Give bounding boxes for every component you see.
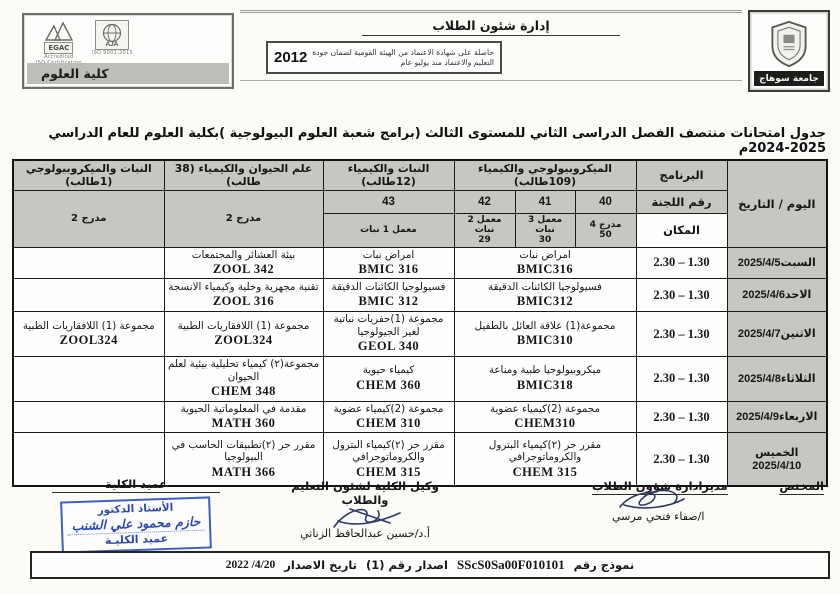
- course-name: كيمياء حيوية: [362, 364, 415, 377]
- egac-mountains-icon: [42, 20, 76, 42]
- exam-cell-zoology_chem: [164, 247, 323, 279]
- course-code: ZOOL 316: [212, 294, 275, 309]
- exam-cell-botany_chem: [323, 356, 454, 401]
- committee-number: 41: [515, 190, 575, 213]
- day-date-cell: [727, 279, 827, 312]
- exam-cell-botany_micro: [13, 312, 164, 356]
- dean-stamp-line3: عميد الكليـة: [67, 530, 205, 549]
- footer-student-affairs: [586, 479, 828, 539]
- program-header-zoology_chem: علم الحيوان والكيمياء (38 طالب): [164, 160, 323, 190]
- course-name: مجموعة (2)كيمياء عضوية: [333, 402, 444, 415]
- exam-cell-micro: [454, 312, 636, 356]
- day-name: الاثنين: [780, 326, 816, 340]
- exam-cell-botany_micro: [13, 401, 164, 433]
- course-name: مجموعة (1) اللافقاريات الطبية: [22, 319, 155, 332]
- committee-location: [323, 213, 454, 247]
- col-header-program: البرنامج: [636, 160, 727, 190]
- form-date: 2022 /4/20: [225, 559, 276, 571]
- date-value: 2025/4/6: [742, 289, 786, 302]
- table-row: [13, 401, 827, 433]
- merged-location-botany_micro: مدرج 2: [13, 190, 164, 247]
- date-value: 2025/4/7: [737, 327, 781, 340]
- time-cell: [636, 312, 727, 356]
- course-code: CHEM310: [514, 416, 576, 431]
- time-value: 2.30 – 1.30: [653, 451, 710, 466]
- vice-dean-title: وكيل الكلية لشئون التعليم والطلاب: [291, 479, 439, 507]
- table-row: [13, 279, 827, 312]
- committee-location: [515, 213, 575, 247]
- time-value: 2.30 – 1.30: [653, 287, 710, 302]
- course-code: BMIC312: [516, 294, 574, 309]
- course-name: مجموعة (2)كيمياء عضوية: [489, 402, 601, 415]
- day-date-cell: [727, 247, 827, 279]
- form-label: نموذج رقم: [573, 558, 635, 572]
- day-date-cell: [727, 312, 827, 356]
- student-affairs-director-title: مديرادارة شؤون الطلاب: [592, 479, 728, 493]
- svg-text:AJA: AJA: [105, 41, 119, 48]
- university-emblem: [768, 16, 810, 71]
- table-row: [13, 247, 827, 279]
- course-code: ZOOL 342: [212, 262, 275, 277]
- dean-stamp-line1: الأستاذ الدكتور: [97, 501, 174, 517]
- student-affairs-director-name: ا/صفاء فتحي مرسي: [612, 510, 705, 523]
- exam-cell-micro: [454, 401, 636, 433]
- location-name: معمل 2 نبات: [467, 214, 502, 235]
- program-header-botany_chem: النبات والكيمياء (12طالب): [323, 160, 454, 190]
- course-code: BMIC310: [516, 333, 574, 348]
- course-name: ميكروبيولوجيا طبية ومناعة: [488, 364, 602, 377]
- specialist-label: المختص: [779, 479, 824, 493]
- exam-schedule-table: [12, 159, 828, 487]
- aja-logo: [92, 20, 133, 66]
- committee-number: 40: [575, 190, 636, 213]
- date-value: 2025/4/5: [737, 256, 781, 269]
- course-code: CHEM 310: [356, 416, 421, 431]
- course-name: مجموعة(٢) كيمياء تحليلية بيئية لعلم الحيوان: [168, 358, 319, 383]
- eagle-shield-icon: [768, 20, 810, 68]
- dean-title: عميد الكلية: [52, 477, 220, 493]
- form-number-box: [30, 551, 830, 579]
- course-name: مقرر حر (٢)تطبيقات الحاسب في البيولوجيا: [171, 438, 316, 464]
- time-cell: [636, 401, 727, 433]
- course-name: امراض نبات: [362, 248, 415, 261]
- course-code: BMIC316: [516, 262, 574, 277]
- egac-label: EGAC: [44, 42, 73, 54]
- course-code: MATH 366: [211, 464, 276, 479]
- faculty-name: كلية العلوم: [27, 63, 229, 84]
- location-header: المكان: [636, 213, 727, 247]
- course-name: فسيولوجيا الكائنات الدقيقة: [488, 280, 602, 293]
- accreditation-year: 2012: [274, 49, 308, 66]
- form-date-label: تاريخ الاصدار: [284, 558, 357, 572]
- location-capacity: 30: [538, 235, 552, 246]
- faculty-logo-panel: [22, 13, 234, 89]
- course-code: BMIC318: [516, 377, 574, 392]
- time-value: 2.30 – 1.30: [653, 409, 710, 424]
- day-name: الثلاثاء: [780, 371, 816, 385]
- form-issue: اصدار رقم (1): [366, 558, 448, 572]
- day-name: الخميس: [755, 445, 799, 459]
- exam-cell-botany_micro: [13, 279, 164, 312]
- course-name: مقرر حر (٢)كيمياء البترول والكروماتوجرافي: [332, 438, 445, 464]
- vice-dean-name: أ.د/حسين عبدالحافظ الزناتي: [300, 527, 430, 540]
- location-name: مدرج 4: [589, 219, 622, 230]
- dean-stamp: [60, 496, 212, 553]
- location-name: معمل 3 نبات: [527, 214, 563, 235]
- time-value: 2.30 – 1.30: [653, 326, 710, 341]
- program-header-micro: الميكروبيولوجي والكيمياء (109طالب): [454, 160, 636, 190]
- committee-number: 43: [323, 190, 454, 213]
- dean-stamp-name: حازم محمود علي الشنب: [71, 513, 201, 534]
- day-date-cell: [727, 401, 827, 433]
- committee-location: [575, 213, 636, 247]
- location-capacity: 29: [478, 235, 491, 246]
- course-code: ZOOL324: [214, 333, 273, 348]
- day-date-cell: [727, 356, 827, 401]
- course-name: مجموعة(1) علاقة العائل بالطفيل: [474, 319, 616, 332]
- time-cell: [636, 247, 727, 279]
- header-divider: [240, 80, 742, 81]
- page-title: جدول امتحانات منتصف الفصل الدراسى الثاني للمستوى الثالث (برامج شعبة العلوم البيولوجية )بكلية العلوم للعام الدراسي 2025-2024م: [48, 126, 826, 156]
- date-value: 2025/4/10: [752, 459, 802, 472]
- day-name: السبت: [780, 255, 816, 269]
- exam-cell-micro: [454, 279, 636, 312]
- egac-logo: [36, 20, 82, 66]
- table-row: [13, 356, 827, 401]
- course-code: CHEM 315: [356, 464, 421, 479]
- date-value: 2025/4/9: [736, 410, 779, 423]
- exam-cell-botany_chem: [323, 279, 454, 312]
- exam-cell-micro: [454, 247, 636, 279]
- time-value: 2.30 – 1.30: [653, 255, 710, 270]
- egac-sub-label: Accredited: [44, 54, 74, 60]
- course-code: CHEM 315: [512, 464, 578, 479]
- day-name: الاربعاء: [778, 409, 818, 423]
- form-code: SScS0Sa00F010101: [456, 557, 565, 572]
- exam-cell-botany_micro: [13, 247, 164, 279]
- footer-dean: [52, 477, 220, 551]
- aja-globe-icon: [99, 22, 125, 48]
- course-code: CHEM 348: [211, 384, 276, 399]
- course-name: مجموعة (1) اللافقاريات الطبية: [177, 319, 310, 332]
- accreditation-text: حاصلة على شهادة الاعتماد من الهيئة القومية لضمان جودة التعليم والاعتماد منذ يوليو عام: [312, 48, 494, 67]
- course-name: فسيولوجيا الكائنات الدقيقة: [331, 280, 446, 293]
- col-header-day-date: اليوم / التاريخ: [727, 160, 827, 247]
- time-cell: [636, 356, 727, 401]
- exam-cell-botany_micro: [13, 356, 164, 401]
- course-code: BMIC 316: [358, 262, 419, 277]
- accreditation-box: [266, 41, 502, 74]
- committee-location: [454, 213, 515, 247]
- exam-cell-zoology_chem: [164, 312, 323, 356]
- course-name: مقدمة في المعلوماتية الحيوية: [180, 402, 307, 415]
- course-name: مجموعة (1)حفريات نباتية لغير الجيولوجيا: [333, 313, 444, 338]
- aja-cert-lines: ISO 9001:2015: [91, 50, 134, 56]
- exam-cell-botany_chem: [323, 312, 454, 356]
- course-name: بيئة العشائر والمجتمعات: [191, 248, 296, 261]
- exam-cell-zoology_chem: [164, 356, 323, 401]
- exam-cell-botany_chem: [323, 401, 454, 433]
- course-name: مقرر حر (٢)كيمياء البترول والكروماتوجرافي: [488, 438, 602, 464]
- university-name: جامعة سوهاج: [754, 71, 824, 86]
- day-name: الاحد: [785, 288, 812, 302]
- exam-schedule-table-wrap: [12, 159, 828, 487]
- course-code: GEOL 340: [357, 339, 420, 354]
- exam-cell-zoology_chem: [164, 279, 323, 312]
- time-value: 2.30 – 1.30: [653, 371, 710, 386]
- program-header-botany_micro: النبات والميكروبيولوجي (1طالب): [13, 160, 164, 190]
- course-name: امراض نبات: [519, 248, 571, 261]
- merged-location-zoology_chem: مدرج 2: [164, 190, 323, 247]
- course-code: CHEM 360: [356, 377, 421, 392]
- course-code: MATH 360: [211, 416, 276, 431]
- course-code: BMIC 312: [358, 294, 419, 309]
- footer-vice-dean: [270, 479, 460, 540]
- department-title: إدارة شئون الطلاب: [362, 18, 619, 36]
- committee-number: 42: [454, 190, 515, 213]
- exam-cell-botany_chem: [323, 247, 454, 279]
- course-code: ZOOL324: [59, 333, 118, 348]
- university-logo-panel: [748, 10, 830, 92]
- table-row: [13, 312, 827, 356]
- committee-no-header: رقم اللجنة: [636, 190, 727, 213]
- time-cell: [636, 279, 727, 312]
- exam-cell-zoology_chem: [164, 401, 323, 433]
- date-value: 2025/4/8: [738, 372, 781, 385]
- location-capacity: 50: [599, 230, 612, 241]
- course-name: تقنية مجهرية وخلية وكيمياء الانسجة: [168, 280, 319, 293]
- location-name: معمل 1 نبات: [360, 224, 417, 235]
- header-center: [240, 10, 742, 81]
- exam-cell-micro: [454, 356, 636, 401]
